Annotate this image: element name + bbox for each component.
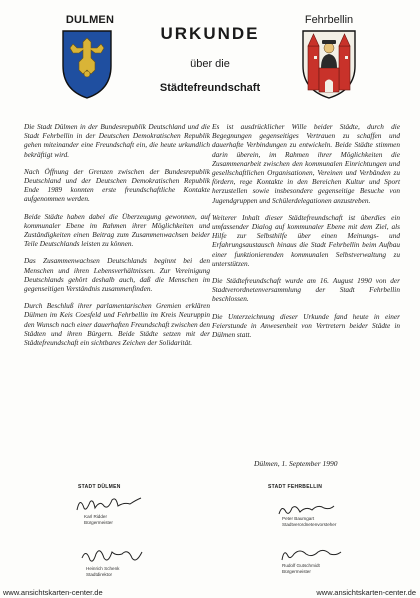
document-subtitle-line2: Städtefreundschaft [159, 82, 261, 94]
left-signature-heading: STADT DÜLMEN [78, 484, 121, 490]
left-paragraph: Nach Öffnung der Grenzen zwischen der Bundesrepublik Deutschland und der Deutschen Demokratischen Republik Ende 1989 konnten erste freundschaftliche Kontakte aufgenommen werden. [24, 166, 210, 204]
signatory-name: Peter Baumgart [282, 516, 315, 521]
right-town-name: Fehrbellin [304, 14, 354, 26]
left-paragraph: Das Zusammenwachsen Deutschlands beginnt bei den Menschen und ihren Lebensverhältnissen. Zur Vereinigung Deutschlands gehört deshalb auch, daß die Menschen im gegenseitigen Verständnis zusammenfinden. [24, 256, 210, 294]
footer-website-left: www.ansichtskarten-center.de [3, 588, 103, 597]
date-line: Dülmen, 1. September 1990 [254, 459, 338, 468]
right-paragraph: Es ist ausdrücklicher Wille beider Städte, durch die Begegnungen gegenseitiges Vertrauen zu schaffen und dauerhafte Verbindungen zu entwickeln. Beide Städte stimmen darin überein, im Rahmen ihrer Möglichkeiten die Zusammenarbeit zwischen den kommunalen Einrichtungen und gesellschaftlichen Organisationen, Vereinen und Verbänden zu fördern, rege Kontakte in den Bereichen Kultur und Sport herzustellen sowie insbesondere gegenseitige Besuche von Jugendgruppen und Schülerdelegationen anzustreben. [212, 122, 400, 205]
handwritten-signature-icon [78, 544, 148, 568]
signatory-name: Rudolf Gutschmidt [282, 563, 320, 568]
right-signature-heading: STADT FEHRBELLIN [268, 484, 323, 490]
left-paragraph: Durch Beschluß ihrer parlamentarischen Gremien erklären Dülmen im Keis Coesfeld und Fehrbellin im Kreis Neuruppin den Wunsch nach einer dauerhaften Freundschaft zwischen den Städten und ihren Bürgern. Beide Städte setzen mit der Städtefreundschaft ein sichtbares Zeichen der Solidarität. [24, 301, 210, 348]
left-town-name: DULMEN [65, 14, 115, 26]
handwritten-signature-icon [74, 494, 144, 516]
right-text-column [212, 122, 400, 347]
dulmen-coat-of-arms-icon [60, 28, 114, 100]
document-title: URKUNDE [160, 24, 260, 43]
footer-website-right: www.ansichtskarten-center.de [316, 588, 416, 597]
right-paragraph: Die Städtefreundschaft wurde am 16. August 1990 von der Stadtverordnetenversammlung der Stadt Fehrbellin beschlossen. [212, 276, 400, 304]
left-paragraph: Beide Städte haben dabei die Überzeugung gewonnen, auf kommunaler Ebene im Rahmen ihrer Möglichkeiten und Zuständigkeiten einen Beitrag zum Zusammenwachsen beider Teile Deutschlands leisten zu können. [24, 211, 210, 249]
signatory-name: Heinrich Schenk [86, 566, 120, 571]
left-paragraph: Die Stadt Dülmen in der Bundesrepublik Deutschland und die Stadt Fehrbellin in der Deutschen Demokratischen Republik gehen miteinander eine Freundschaft ein, die heute urkundlich bekräftigt wird. [24, 122, 210, 159]
fehrbellin-coat-of-arms-icon [300, 28, 358, 100]
signatory-role: Stadtverordnetenvorsteher [282, 522, 337, 527]
right-paragraph: Weiterer Inhalt dieser Städtefreundschaft ist überdies ein umfassender Dialog auf kommunaler Ebene mit dem Ziel, als Hilfe zur Selbsthilfe über einen Meinungs- und Erfahrungsaustausch hinaus die Stadt Fehrbellin beim Aufbau einer funktionierenden kommunalen Selbstverwaltung zu unterstützen. [212, 212, 400, 268]
signatory-role: Stadtdirektor [86, 572, 113, 577]
signatory-role: Bürgermeister [282, 569, 311, 574]
left-text-column [24, 122, 210, 355]
signatory-role: Bürgermeister [84, 520, 113, 525]
document-subtitle-line1: über die [190, 58, 230, 70]
right-paragraph: Die Unterzeichnung dieser Urkunde fand heute in einer Feierstunde in Anwesenheit von Vertretern beider Städte in Dülmen statt. [212, 311, 400, 340]
signatory-name: Karl Ridder [84, 514, 107, 519]
handwritten-signature-icon [278, 544, 344, 564]
